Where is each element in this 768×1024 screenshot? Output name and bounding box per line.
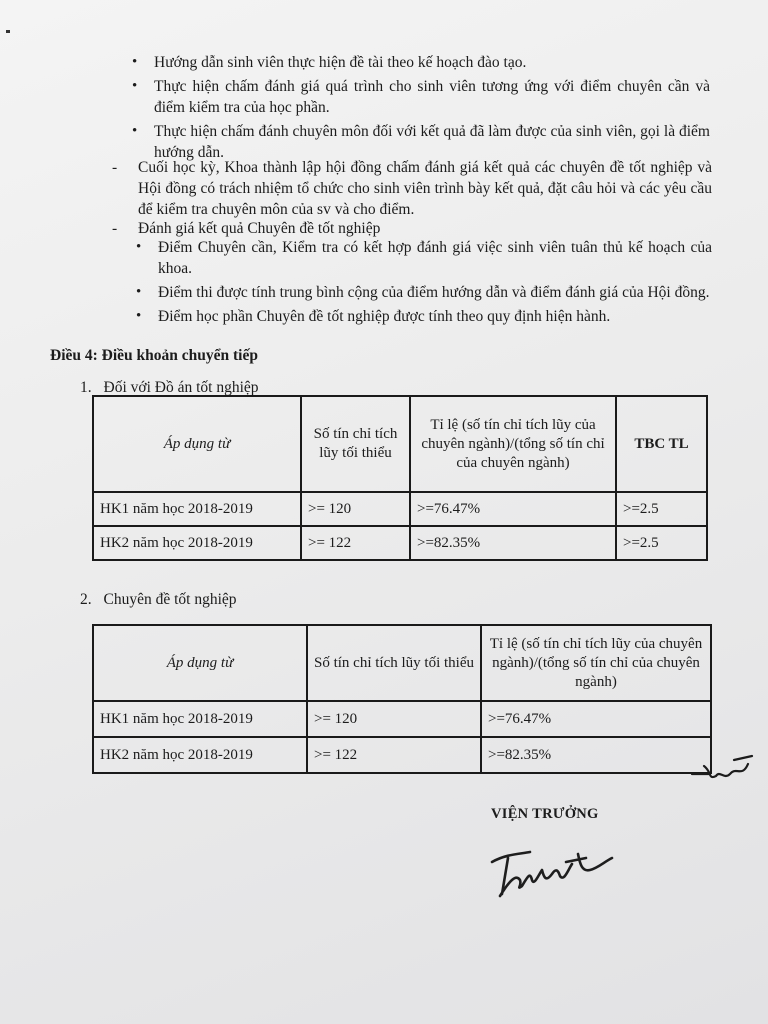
dash-item	[112, 157, 712, 220]
header-cell: Áp dụng từ	[93, 396, 301, 492]
corner-mark	[6, 30, 10, 33]
header-cell: Tỉ lệ (số tín chỉ tích lũy của chuyên ngành)/(tổng số tín chỉ của chuyên ngành)	[410, 396, 616, 492]
article-heading: Điều 4: Điều khoản chuyển tiếp	[50, 347, 258, 364]
section-title: Chuyên đề tốt nghiệp	[103, 591, 237, 608]
section-number: 2.	[80, 591, 92, 608]
table-cell: HK2 năm học 2018-2019	[93, 737, 307, 773]
table-cell: >=76.47%	[410, 492, 616, 526]
table-cell: >=82.35%	[481, 737, 711, 773]
dash-marker: -	[112, 220, 118, 237]
bullet-item: • Điểm Chuyên cần, Kiểm tra có kết hợp đánh giá việc sinh viên tuân thủ kế hoạch của khoa.	[134, 237, 712, 279]
header-cell: TBC TL	[616, 396, 707, 492]
table-row	[93, 492, 707, 526]
table-row	[93, 526, 707, 560]
table-header-row	[93, 625, 711, 701]
table-cell: >= 122	[307, 737, 481, 773]
table-header-row	[93, 396, 707, 492]
table-cell: >= 120	[307, 701, 481, 737]
table-cell: >=82.35%	[410, 526, 616, 560]
header-cell: Tỉ lệ (số tín chỉ tích lũy của chuyên ngành)/(tổng số tín chỉ của chuyên ngành)	[481, 625, 711, 701]
table-row	[93, 737, 711, 773]
top-bullet-list	[130, 52, 710, 166]
bullet-item: • Hướng dẫn sinh viên thực hiện đề tài theo kế hoạch đào tạo.	[130, 52, 710, 73]
table-cell: >=2.5	[616, 526, 707, 560]
header-cell: Áp dụng từ	[93, 625, 307, 701]
section-title: Đối với Đồ án tốt nghiệp	[103, 379, 259, 396]
table-cell: HK2 năm học 2018-2019	[93, 526, 301, 560]
section-number: 1.	[80, 379, 92, 396]
table-do-an	[92, 395, 708, 561]
sub-bullet-list	[134, 237, 712, 330]
bullet-item: • Điểm thi được tính trung bình cộng của điểm hướng dẫn và điểm đánh giá của Hội đồng.	[134, 282, 712, 303]
dash-item-text: Đánh giá kết quả Chuyên đề tốt nghiệp	[138, 220, 381, 237]
dash-item-text: Cuối học kỳ, Khoa thành lập hội đồng chấm đánh giá kết quả các chuyên đề tốt nghiệp và Hội đồng có trách nhiệm tổ chức cho sinh viên trình bày kết quả, đặt câu hỏi và các yêu cầu để kiểm tra chuyên môn của sv và cho điểm.	[138, 159, 712, 218]
header-cell: Số tín chỉ tích lũy tối thiểu	[307, 625, 481, 701]
table-cell: HK1 năm học 2018-2019	[93, 701, 307, 737]
bullet-item: • Thực hiện chấm đánh giá quá trình cho sinh viên tương ứng với điểm chuyên cần và điểm kiểm tra của học phần.	[130, 76, 710, 118]
table-cell: >=76.47%	[481, 701, 711, 737]
table-cell: HK1 năm học 2018-2019	[93, 492, 301, 526]
header-cell: Số tín chỉ tích lũy tối thiểu	[301, 396, 410, 492]
table-cell: >= 122	[301, 526, 410, 560]
bullet-item: • Điểm học phần Chuyên đề tốt nghiệp được tính theo quy định hiện hành.	[134, 306, 712, 327]
section-2-heading	[80, 591, 237, 609]
table-row	[93, 701, 711, 737]
initial-scribble	[690, 752, 760, 786]
bullet-item: • Thực hiện chấm đánh chuyên môn đối với kết quả đã làm được của sinh viên, gọi là điểm hướng dẫn.	[130, 121, 710, 163]
dash-item	[112, 218, 712, 239]
table-cell: >= 120	[301, 492, 410, 526]
signature	[486, 840, 616, 900]
table-chuyen-de	[92, 624, 712, 774]
dash-marker: -	[112, 159, 118, 176]
table-cell: >=2.5	[616, 492, 707, 526]
signature-title: VIỆN TRƯỞNG	[491, 806, 599, 822]
